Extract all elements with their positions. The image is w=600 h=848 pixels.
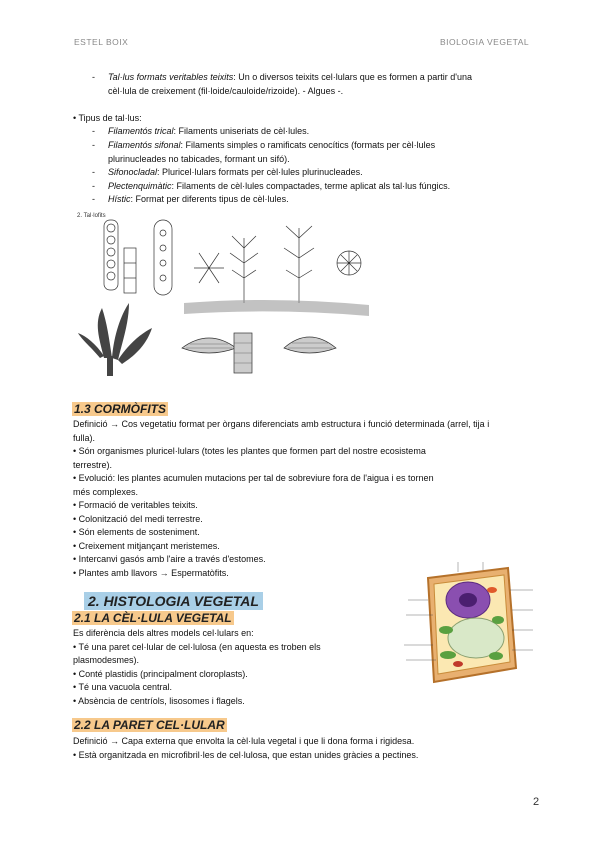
- cormofits-line: • Plantes amb llavors → Espermatòfits.: [73, 567, 229, 578]
- type-text: : Pluricel·lulars formats per cèl·lules plurinucleades.: [157, 167, 363, 177]
- intro-text: : Un o diversos teixits cel·lulars que es formen a partir d'una: [233, 72, 473, 82]
- cormofits-line: • Formació de veritables teixits.: [73, 500, 198, 510]
- header-subject: BIOLOGIA VEGETAL: [440, 37, 530, 47]
- type-item: [108, 166, 363, 180]
- thallus-illustration: [74, 208, 372, 384]
- cormofits-line: Definició → Cos vegetatiu format per òrgans diferenciats amb estructura i funció determinada (arrel, tija i: [73, 419, 490, 429]
- type-term: Filamentós trical: [108, 126, 174, 136]
- paret-body: [73, 735, 543, 762]
- cel-vegetal-line: • Conté plastidis (principalment cloroplasts).: [73, 668, 248, 679]
- intro-item: [108, 71, 548, 98]
- cormofits-body: [73, 418, 543, 580]
- thallus-drawing: [74, 208, 372, 384]
- cel-vegetal-line: • Té una paret cel·lular de cel·lulosa (en aquesta es troben els: [73, 641, 321, 652]
- section-heading-cel-vegetal: 2.1 LA CÈL·LULA VEGETAL: [74, 611, 232, 625]
- cormofits-line: • Són elements de sosteniment.: [73, 527, 200, 537]
- type-bullet: -: [92, 140, 95, 150]
- cel-vegetal-line: Es diferència dels altres models cel·lulars en:: [73, 628, 254, 638]
- figure-label: 2. Tal·lofits: [77, 213, 106, 219]
- type-item: [108, 125, 309, 139]
- intro-cont: cèl·lula de creixement (fil·loide/cauloide/rizoide). - Algues -.: [108, 85, 344, 96]
- type-text: : Filaments de cèl·lules compactades, terme aplicat als tal·lus fúngics.: [171, 181, 451, 191]
- type-cont: plurinucleades no tabicades, formant un sifó).: [108, 153, 290, 164]
- type-text: : Filaments uniseriats de cèl·lules.: [173, 126, 310, 136]
- cel-vegetal-line: • Té una vacuola central.: [73, 682, 173, 692]
- type-bullet: -: [92, 126, 95, 136]
- cel-vegetal-line: plasmodesmes).: [73, 655, 140, 665]
- paret-line: Definició → Capa externa que envolta la cèl·lula vegetal i que li dona forma i rigidesa.: [73, 736, 415, 746]
- intro-bullet: -: [92, 72, 95, 82]
- plant-cell-illustration: [388, 560, 548, 690]
- cormofits-line: • Són organismes pluricel·lulars (totes les plantes que formen part del nostre ecosistema: [73, 446, 426, 456]
- type-term: Sifonocladal: [108, 167, 158, 177]
- cormofits-line: més complexes.: [73, 486, 139, 497]
- cormofits-line: • Intercanvi gasós amb l'aire a través d'estomes.: [73, 554, 266, 564]
- type-term: Hístic: [108, 194, 131, 204]
- type-term: Plectenquimàtic: [108, 181, 172, 191]
- cormofits-line: terrestre).: [73, 459, 113, 470]
- type-text: : Format per diferents tipus de cèl·lules.: [130, 194, 289, 204]
- plant-cell-drawing: [388, 560, 548, 690]
- page-number: 2: [533, 796, 540, 808]
- cormofits-line: fulla).: [73, 432, 96, 443]
- cormofits-line: • Creixement mitjançant meristemes.: [73, 540, 220, 551]
- cel-vegetal-body: [73, 627, 373, 708]
- types-title: • Tipus de tal·lus:: [73, 113, 142, 123]
- type-term: Filamentós sifonal: [108, 140, 181, 150]
- intro-term: Tal·lus formats veritables teixits: [108, 72, 234, 82]
- section-heading-paret: 2.2 LA PARET CEL·LULAR: [74, 718, 225, 732]
- cormofits-line: • Colonització del medi terrestre.: [73, 513, 203, 524]
- type-item: [108, 139, 538, 166]
- type-item: [108, 180, 450, 194]
- type-text: : Filaments simples o ramificats cenocítics (formats per cèl·lules: [180, 140, 436, 150]
- type-bullet: -: [92, 167, 95, 177]
- section-heading-histologia: 2. HISTOLOGIA VEGETAL: [84, 592, 263, 610]
- cel-vegetal-line: • Absència de centríols, lisosomes i flagels.: [73, 695, 245, 706]
- type-item: [108, 193, 289, 207]
- paret-line: • Està organitzada en microfibril·les de cel·lulosa, que estan unides gràcies a pectines.: [73, 749, 419, 760]
- section-heading-cormofits: 1.3 CORMÒFITS: [74, 402, 167, 416]
- type-bullet: -: [92, 181, 95, 191]
- cormofits-line: • Evolució: les plantes acumulen mutacions per tal de sobreviure fora de l'aigua i es tornen: [73, 473, 434, 483]
- type-bullet: -: [92, 194, 95, 204]
- header-author: ESTEL BOIX: [74, 37, 129, 47]
